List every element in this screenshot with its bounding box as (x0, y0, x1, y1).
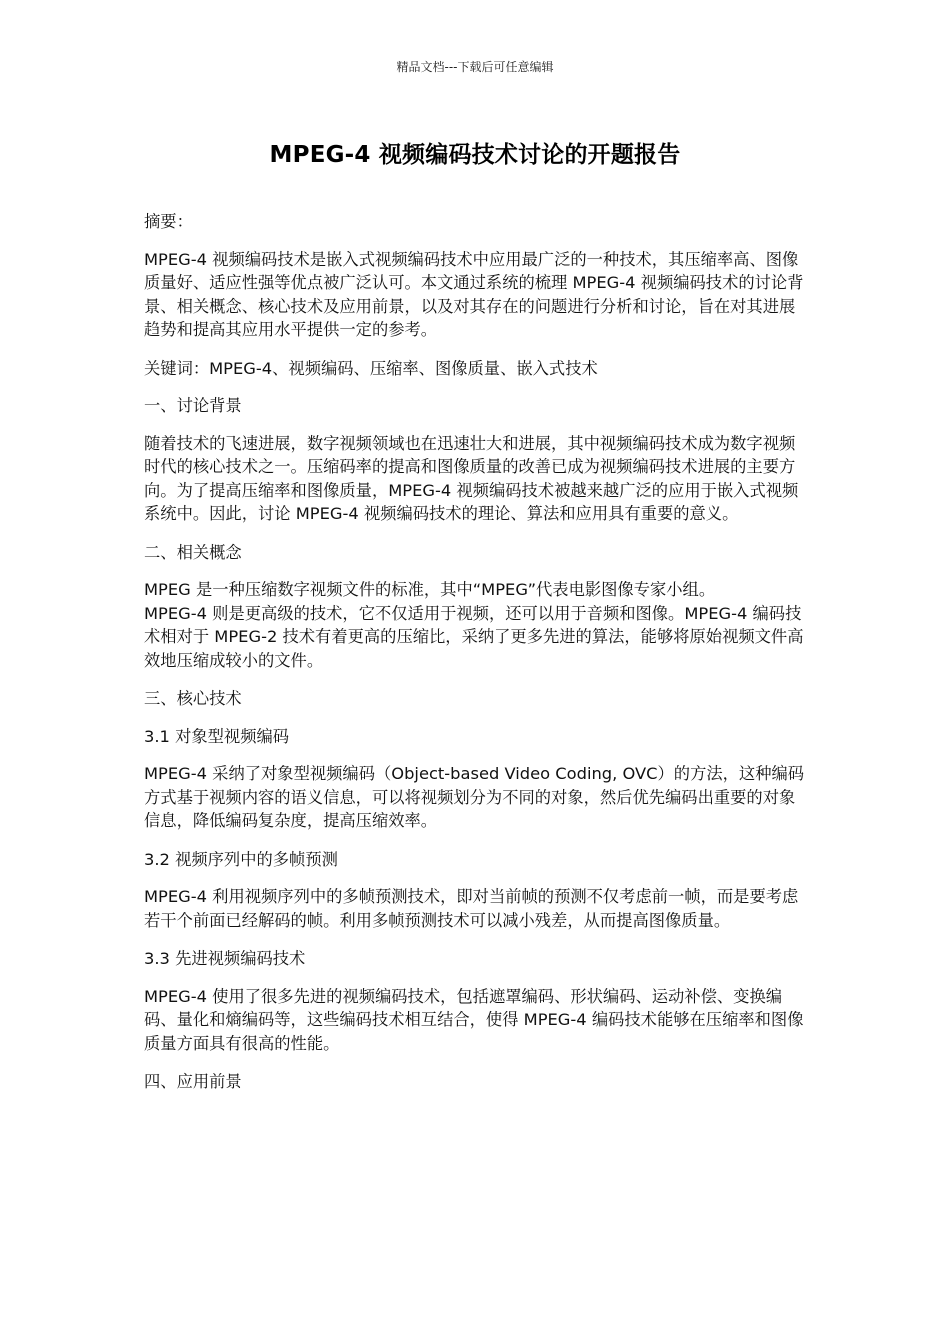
section-heading-concepts: 二、相关概念 (144, 542, 242, 562)
document-title: MPEG-4 视频编码技术讨论的开题报告 (269, 142, 681, 168)
subsection-heading-3-2: 3.2 视频序列中的多帧预测 (144, 849, 338, 869)
subsection-heading-3-3: 3.3 先进视频编码技术 (144, 949, 306, 968)
subsection-paragraph-3-2: MPEG-4 利用视频序列中的多帧预测技术，即对当前帧的预测不仅考虑前一帧，而是要考虑若干个前面已经解码的帧。利用多帧预测技术可以减小残差，从而提高图像质量。 (144, 887, 799, 930)
subsection-heading-3-1: 3.1 对象型视频编码 (144, 726, 290, 746)
subsection-paragraph-3-3: MPEG-4 使用了很多先进的视频编码技术，包括遮罩编码、形状编码、运动补偿、变换编码、量化和熵编码等，这些编码技术相互结合，使得 MPEG-4 编码技术能够在压缩率和图像质量方面具有很高的性能。 (144, 986, 804, 1053)
abstract-paragraph: MPEG-4 视频编码技术是嵌入式视频编码技术中应用最广泛的一种技术，其压缩率高、图像质量好、适应性强等优点被广泛认可。本文通过系统的梳理 MPEG-4 视频编码技术的讨论背景、相关概念、核心技术及应用前景，以及对其存在的问题进行分析和讨论，旨在对其进展趋势和提高其应用水平提供一定的参考。 (144, 249, 804, 339)
abstract-label: 摘要： (144, 212, 193, 231)
header-note: 精品文档---下载后可任意编辑 (396, 60, 554, 74)
section-paragraph-concepts-line1: MPEG 是一种压缩数字视频文件的标准，其中“MPEG”代表电影图像专家小组。 (144, 580, 716, 599)
keywords-line: 关键词：MPEG-4、视频编码、压缩率、图像质量、嵌入式技术 (144, 358, 598, 378)
section-paragraph-concepts-line2: MPEG-4 则是更高级的技术，它不仅适用于视频，还可以用于音频和图像。MPEG-4 编码技术相对于 MPEG-2 技术有着更高的压缩比，采纳了更多先进的算法，能够将原始视频文件高效地压缩成较小的文件。 (144, 603, 804, 670)
document-body (144, 210, 806, 1094)
section-paragraph-background: 随着技术的飞速进展，数字视频领域也在迅速壮大和进展，其中视频编码技术成为数字视频时代的核心技术之一。压缩码率的提高和图像质量的改善已成为视频编码技术进展的主要方向。为了提高压缩率和图像质量，MPEG-4 视频编码技术被越来越广泛的应用于嵌入式视频系统中。因此，讨论 MPEG-4 视频编码技术的理论、算法和应用具有重要的意义。 (144, 433, 799, 523)
subsection-paragraph-3-1: MPEG-4 采纳了对象型视频编码（Object-based Video Coding, OVC）的方法，这种编码方式基于视频内容的语义信息，可以将视频划分为不同的对象，然后优先编码出重要的对象信息，降低编码复杂度，提高压缩效率。 (144, 764, 805, 830)
section-heading-core-tech: 三、核心技术 (144, 689, 242, 708)
section-heading-outlook: 四、应用前景 (144, 1072, 242, 1091)
section-heading-background: 一、讨论背景 (144, 396, 242, 415)
